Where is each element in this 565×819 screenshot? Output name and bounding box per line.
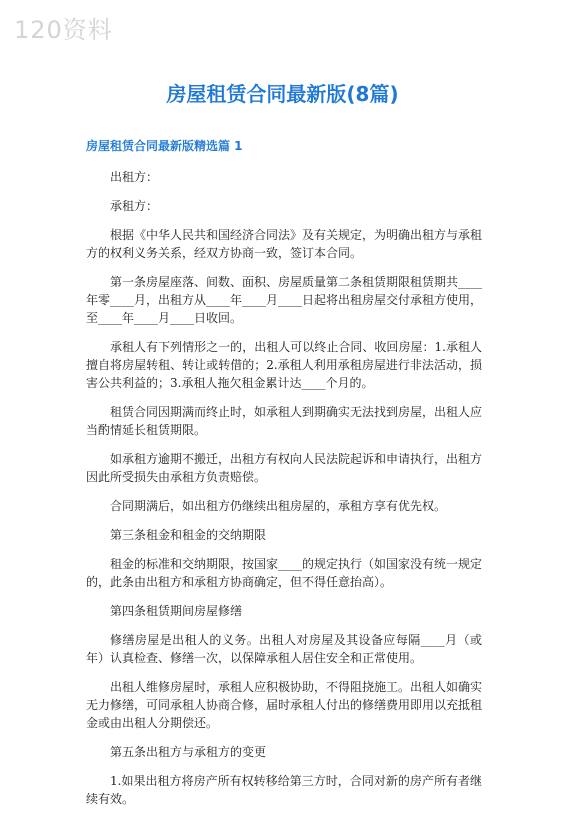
paragraph: 承租方： <box>110 199 159 213</box>
paragraph: 修缮房屋是出租人的义务。出租人对房屋及其设备应每隔____月（或年）认真检查、修缮一次，以保障承租人居住安全和正常使用。 <box>86 633 482 665</box>
watermark-logo: 120资料 <box>14 16 113 44</box>
paragraph: 租赁合同因期满而终止时，如承租人到期确实无法找到房屋，出租人应当酌情延长租赁期限。 <box>86 405 483 437</box>
section-title: 房屋租赁合同最新版精选篇 1 <box>86 139 243 153</box>
paragraph: 合同期满后，如出租方仍继续出租房屋的，承租方享有优先权。 <box>110 499 447 513</box>
document-title: 房屋租赁合同最新版(8篇) <box>166 82 399 106</box>
paragraph: 租金的标准和交纳期限，按国家____的规定执行（如国家没有统一规定的，此条由出租方和承租方协商确定，但不得任意抬高）。 <box>86 557 483 589</box>
clause-heading: 第四条租赁期间房屋修缮 <box>110 604 243 618</box>
paragraph: 如承租方逾期不搬迁，出租方有权向人民法院起诉和申请执行，出租方因此所受损失由承租方负责赔偿。 <box>86 452 483 484</box>
paragraph: 出租人维修房屋时，承租人应积极协助，不得阻挠施工。出租人如确实无力修缮，可同承租人协商合修，届时承租人付出的修缮费用即用以充抵租金或由出租人分期偿还。 <box>86 680 483 730</box>
paragraph: 根据《中华人民共和国经济合同法》及有关规定，为明确出租方与承租方的权利义务关系，经双方协商一致，签订本合同。 <box>86 228 483 260</box>
paragraph: 第一条房屋座落、间数、面积、房屋质量第二条租赁期限租赁期共____年零____月，出租方从____年____月____日起将出租房屋交付承租方使用，至____年____月____日收回。 <box>86 275 483 325</box>
paragraph: 出租方： <box>110 170 159 184</box>
paragraph: 1.如果出租方将房产所有权转移给第三方时，合同对新的房产所有者继续有效。 <box>86 774 482 806</box>
document-body <box>86 168 482 819</box>
paragraph: 承租人有下列情形之一的，出租人可以终止合同、收回房屋：1.承租人擅自将房屋转租、转让或转借的；2.承租人利用承租房屋进行非法活动，损害公共利益的；3.承租人拖欠租金累计达____个月的。 <box>86 340 482 390</box>
clause-heading: 第五条出租方与承租方的变更 <box>110 745 267 759</box>
clause-heading: 第三条租金和租金的交纳期限 <box>110 528 267 542</box>
